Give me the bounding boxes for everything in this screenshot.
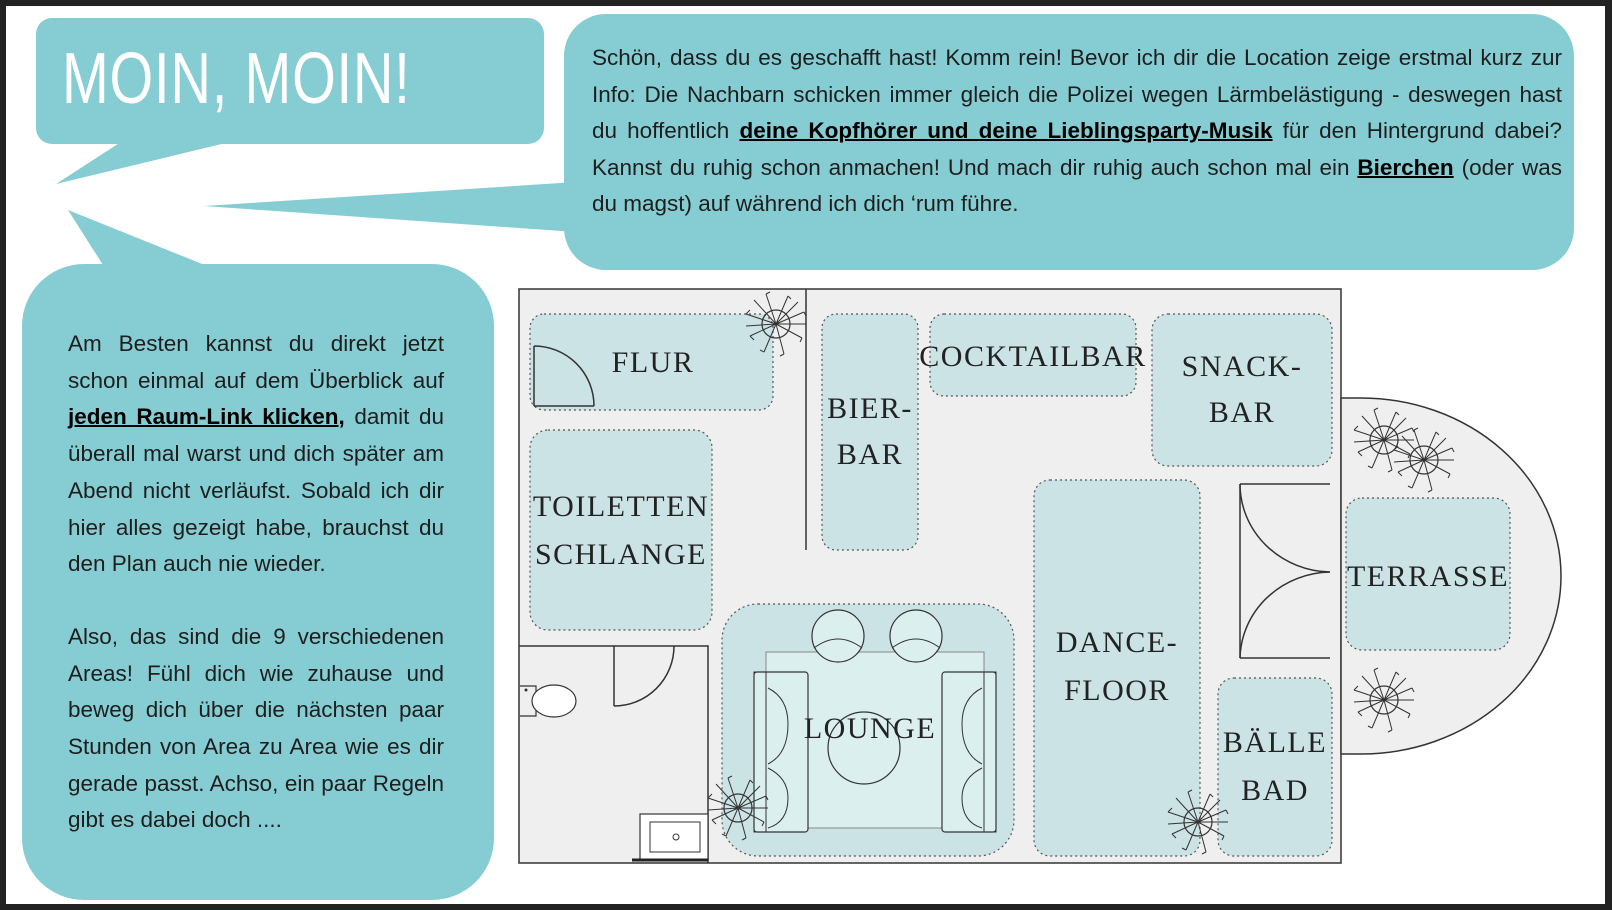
room-link-toiletten-schlange[interactable] [530, 430, 712, 630]
chair-icon [812, 610, 864, 662]
intro-bubble-tail [204, 182, 576, 232]
room-label-toiletten: SCHLANGE [534, 538, 708, 571]
room-label-dancefloor: FLOOR [1064, 674, 1170, 707]
room-label-dancefloor: DANCE- [1055, 626, 1179, 659]
room-link-snackbar[interactable] [1152, 314, 1332, 466]
room-label-baellebad: BAD [1241, 774, 1309, 807]
room-label-baellebad: BÄLLE [1222, 726, 1328, 759]
instructions-text [68, 326, 444, 839]
room-link-terrasse[interactable] [1346, 498, 1510, 650]
greeting-title: MOIN, MOIN! [62, 39, 411, 119]
room-link-lounge[interactable] [722, 604, 1014, 856]
beer-link[interactable]: Bierchen [1357, 154, 1454, 180]
floor-plan [518, 288, 1578, 868]
room-label-snackbar: SNACK- [1181, 350, 1303, 383]
room-links-hint[interactable]: jeden Raum-Link klicken, [68, 404, 345, 430]
sink-icon [632, 814, 708, 860]
music-link[interactable]: deine Kopfhörer und deine Lieblingsparty-Musik [739, 118, 1273, 143]
sofa-icon [942, 672, 996, 832]
chair-icon [890, 610, 942, 662]
slide [6, 6, 1605, 904]
room-link-cocktailbar[interactable] [919, 314, 1146, 396]
room-label-flur: FLUR [611, 346, 695, 379]
room-link-bierbar[interactable] [822, 314, 918, 550]
room-link-baellebad[interactable] [1218, 678, 1332, 856]
greeting-bubble [36, 18, 544, 144]
room-label-snackbar: BAR [1208, 396, 1276, 429]
intro-text-part: Schön, dass du es geschafft hast! Komm rein! Bevor ich dir die Location zeige erstmal kurz zur Info: Die Nachbarn schicken immer gleich die Polizei wegen Lärmbelästigung - deswegen hast du hoffentlich [592, 45, 1562, 143]
instructions-paragraph: Also, das sind die 9 verschiedenen Areas! Fühl dich wie zuhause und beweg dich über die nächsten paar Stunden von Area zu Area wie es dir gerade passt. Achso, ein paar Regeln gibt es dabei doch .... [68, 623, 444, 833]
greeting-bubble-tail [56, 140, 238, 184]
intro-bubble [564, 14, 1574, 270]
intro-text-part: für den Hintergrund dabei? Kannst du ruhig schon anmachen! Und mach dir ruhig auch schon mal ein [592, 118, 1563, 180]
room-link-flur[interactable] [530, 314, 773, 410]
room-label-bierbar: BIER- [827, 392, 913, 425]
intro-text-part: (oder was du magst) auf während ich dich ‘rum führe. [592, 154, 1562, 216]
room-link-dancefloor[interactable] [1034, 480, 1200, 856]
room-label-toiletten: TOILETTEN [532, 490, 710, 523]
room-label-lounge: LOUNGE [803, 712, 937, 745]
intro-text [592, 40, 1562, 223]
instructions-text-part: Am Besten kannst du direkt jetzt schon einmal auf dem Überblick auf [68, 331, 444, 393]
instructions-paragraph [68, 326, 444, 583]
room-label-terrasse: TERRASSE [1346, 560, 1510, 593]
room-label-bierbar: BAR [836, 438, 904, 471]
instructions-text-part: damit du überall mal warst und dich später am Abend nicht verläufst. Sobald ich dir hier alles gezeigt habe, brauchst du den Plan auch nie wieder. [68, 404, 444, 577]
instructions-bubble [22, 264, 494, 900]
room-label-cocktailbar: COCKTAILBAR [919, 340, 1147, 373]
